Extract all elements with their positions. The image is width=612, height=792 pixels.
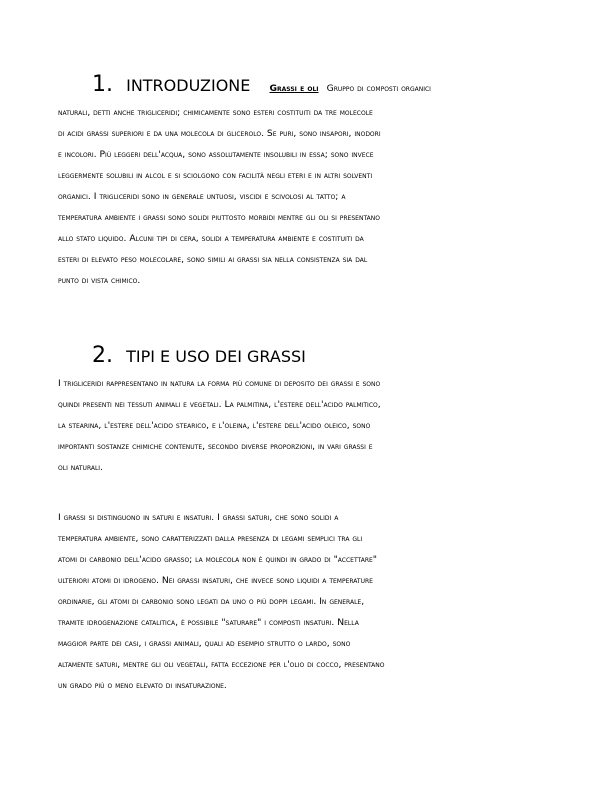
text-line: altamente saturi, mentre gli oli vegetali, fatta eccezione per l'olio di cocco, presentano (58, 659, 385, 670)
text-line: punto di vista chimico. (58, 275, 141, 286)
text-line: atomi di carbonio dell'acido grasso; la molecola non è quindi in grado di "accettare" (58, 554, 378, 565)
section-2-heading (92, 343, 306, 368)
section-1-heading (92, 72, 431, 97)
text-line: allo stato liquido. Alcuni tipi di cera, solidi a temperatura ambiente e costituiti da (58, 233, 364, 244)
text-line: importanti sostanze chimiche contenute, secondo diverse proporzioni, in vari grassi e (58, 441, 373, 452)
section-1-number: 1. (92, 72, 113, 97)
text-line: ordinarie, gli atomi di carbonio sono legati da uno o più doppi legami. In generale, (58, 596, 365, 607)
section-2-paragraph-2 (58, 507, 554, 696)
text-line: leggermente solubili in alcol e si sciolgono con facilità negli eteri e in altri solventi (58, 170, 373, 181)
text-line: ulteriori atomi di idrogeno. Nei grassi insaturi, che invece sono liquidi a temperature (58, 575, 373, 586)
section-1-paragraph (58, 102, 554, 291)
section-1-lead-text: Gruppo di composti organici (326, 83, 431, 94)
text-line: la stearina, l'estere dell'acido stearico, e l'oleina, l'estere dell'acido oleico, sono (58, 420, 371, 431)
text-line: un grado più o meno elevato di insaturazione. (58, 680, 227, 691)
text-line: e incolori. Più leggeri dell'acqua, sono assolutamente insolubili in essa; sono invece (58, 149, 374, 160)
text-line: I trigliceridi rappresentano in natura la forma più comune di deposito dei grassi e sono (58, 378, 381, 389)
text-line: maggior parte dei casi, i grassi animali, quali ad esempio strutto o lardo, sono (58, 638, 351, 649)
section-2-number: 2. (92, 343, 113, 368)
text-line: esteri di elevato peso molecolare, sono simili ai grassi sia nella consistenza sia dal (58, 254, 368, 265)
text-line: oli naturali. (58, 462, 104, 473)
text-line: di acidi grassi superiori e da una molecola di glicerolo. Se puri, sono insapori, inodori (58, 128, 381, 139)
section-2-title: TIPI E USO DEI GRASSI (126, 347, 306, 366)
text-line: tramite idrogenazione catalitica, è possibile "saturare" i composti insaturi. Nella (58, 617, 359, 628)
text-line: naturali, detti anche trigliceridi; chimicamente sono esteri costituiti da tre molecole (58, 107, 373, 118)
text-line: quindi presenti nei tessuti animali e vegetali. La palmitina, l'estere dell'acido palmitico, (58, 399, 381, 410)
text-line: organici. I trigliceridi sono in generale untuosi, viscidi e scivolosi al tatto; a (58, 191, 346, 202)
section-2-paragraph-1 (58, 373, 554, 478)
text-line: I grassi si distinguono in saturi e insaturi. I grassi saturi, che sono solidi a (58, 512, 339, 523)
section-1-lead-bold: Grassi e oli (269, 83, 319, 94)
section-1-title: INTRODUZIONE (126, 76, 251, 95)
text-line: temperatura ambiente i grassi sono solidi piuttosto morbidi mentre gli oli si presentano (58, 212, 380, 223)
text-line: temperatura ambiente, sono caratterizzati dalla presenza di legami semplici tra gli (58, 533, 363, 544)
